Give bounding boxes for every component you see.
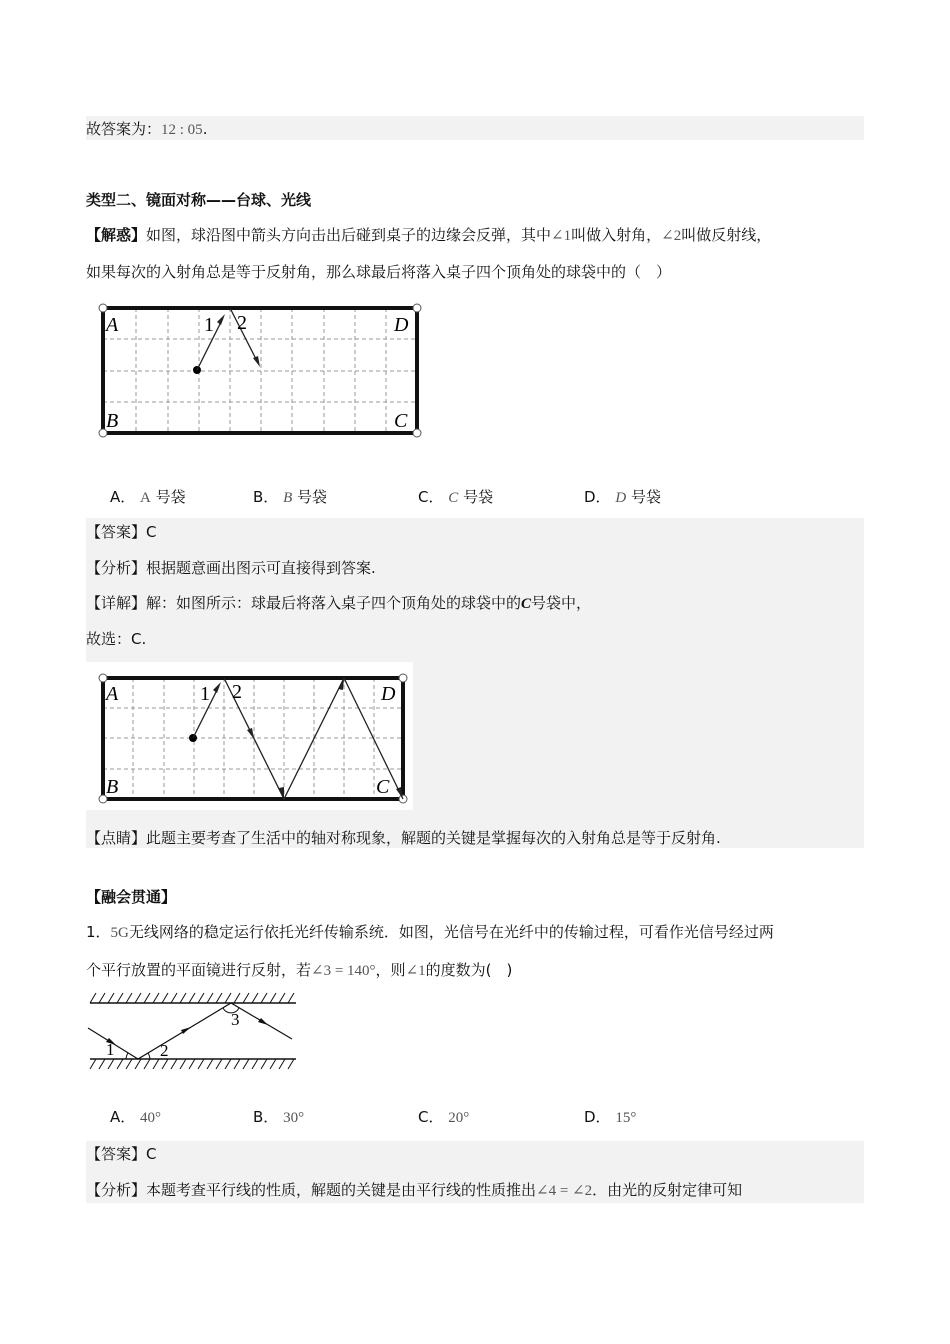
angle2-label-1: 1	[200, 683, 210, 705]
puzzle-text-a: 如图，球沿图中箭头方向击出后碰到桌子的边缘会反弹，其中	[146, 226, 552, 244]
corner-label-c: C	[394, 410, 408, 432]
section-title: 类型二、镜面对称——台球、光线	[86, 191, 312, 209]
reflect-arrowhead	[253, 356, 260, 367]
angle-label-1: 1	[204, 314, 214, 336]
path-arrow-2	[247, 728, 254, 739]
option-1-c[interactable]: C． C 号袋	[418, 488, 494, 506]
puzzle-text-b: 叫做入射角，	[571, 226, 662, 244]
option-2-a[interactable]: A． 40°	[110, 1108, 162, 1126]
light-ray	[88, 1003, 292, 1059]
puzzle-text-c: 叫做反射线，	[681, 226, 772, 244]
grid-lines	[103, 308, 417, 433]
corner-label-a: A	[106, 314, 119, 336]
puzzle-tag: 【解惑】	[86, 226, 147, 244]
option-1-a[interactable]: A． A 号袋	[110, 488, 186, 506]
corner2-label-c: C	[376, 776, 390, 798]
top-mirror-hatch	[90, 993, 294, 1003]
analysis-2-line	[86, 1178, 742, 1203]
option-1-d[interactable]: D． D 号袋	[584, 488, 661, 506]
prev-answer-value: 12 : 05	[161, 122, 203, 138]
bottom-mirror-hatch	[90, 1059, 294, 1069]
practice-q-text-1: 无线网络的稳定运行依托光纤传输系统．如图，光信号在光纤中的传输过程，可看作光信号经过两	[128, 923, 774, 941]
angle-label-2: 2	[237, 312, 247, 334]
analysis-1-text: 根据题意画出图示可直接得到答案.	[146, 559, 376, 577]
detail-1-var: C	[521, 596, 532, 612]
billiard-figure-1	[96, 301, 426, 441]
puzzle-line-1	[86, 223, 771, 248]
answer-2-value: C	[146, 1145, 157, 1163]
prev-answer-suffix: .	[202, 120, 208, 138]
detail-1-text-a: 解：如图所示：球最后将落入桌子四个顶角处的球袋中的	[146, 594, 522, 612]
practice-q-math: 5G	[110, 925, 129, 941]
answer-2-tag: 【答案】	[86, 1145, 147, 1163]
comment-1-text: 此题主要考查了生活中的轴对称现象，解题的关键是掌握每次的入射角总是等于反射角.	[146, 829, 721, 847]
answer-2-line	[86, 1142, 157, 1166]
path-arrow-1	[213, 682, 221, 693]
fiber-label-3: 3	[231, 1010, 240, 1029]
incident-arrowhead	[217, 314, 225, 325]
ray-arrow-2	[181, 1027, 191, 1034]
comment-1-line	[86, 826, 721, 850]
fiber-label-1: 1	[106, 1040, 115, 1059]
puzzle-angle-1: ∠1	[551, 228, 572, 244]
practice-q-cond: ∠3 = 140°	[311, 963, 376, 979]
option-2-d[interactable]: D． 15°	[584, 1108, 637, 1126]
corner-label-b: B	[106, 410, 119, 432]
option-1-b[interactable]: B． B 号袋	[253, 488, 328, 506]
analysis-1-tag: 【分析】	[86, 559, 147, 577]
analysis-1-line	[86, 556, 376, 580]
ray-arrow-3	[258, 1018, 268, 1025]
grid-lines-2	[103, 678, 403, 799]
comment-1-tag: 【点睛】	[86, 829, 147, 847]
analysis-2-tag: 【分析】	[86, 1181, 147, 1199]
answer-1-tag: 【答案】	[86, 523, 147, 541]
practice-title: 【融会贯通】	[86, 888, 177, 906]
answer-1-value: C	[146, 523, 157, 541]
angle2-label-2: 2	[232, 681, 242, 703]
corner-label-d: D	[394, 314, 409, 336]
puzzle-angle-2: ∠2	[661, 228, 682, 244]
choice-1-line: 故选：C.	[86, 630, 147, 648]
analysis-2-math: ∠4 = ∠2	[536, 1183, 593, 1199]
puzzle-line-2: 如果每次的入射角总是等于反射角，那么球最后将落入桌子四个顶角处的球袋中的（ ）	[86, 263, 672, 281]
practice-q-num: 1．	[86, 923, 111, 941]
option-2-c[interactable]: C． 20°	[418, 1108, 470, 1126]
detail-1-line	[86, 591, 591, 616]
angle-arc-1	[126, 1053, 128, 1059]
billiard-figure-2	[96, 671, 411, 806]
angle-arc-2	[148, 1053, 150, 1059]
corner2-label-a: A	[106, 683, 119, 705]
fiber-figure	[86, 988, 301, 1070]
prev-answer-line	[86, 117, 207, 142]
corner2-label-b: B	[106, 776, 119, 798]
practice-q-text-2c: 的度数为( )	[425, 961, 513, 979]
detail-1-tag: 【详解】	[86, 594, 147, 612]
option-2-b[interactable]: B． 30°	[253, 1108, 305, 1126]
fiber-label-2: 2	[160, 1041, 169, 1060]
corner2-label-d: D	[381, 683, 396, 705]
analysis-2-text-a: 本题考查平行线的性质，解题的关键是由平行线的性质推出	[146, 1181, 537, 1199]
practice-q-text-2b: ，则	[375, 961, 406, 979]
practice-q-text-2a: 个平行放置的平面镜进行反射，若	[86, 961, 312, 979]
practice-q-angle: ∠1	[405, 963, 426, 979]
answer-1-line	[86, 520, 157, 544]
practice-q-line-2	[86, 958, 512, 983]
prev-answer-prefix: 故答案为：	[86, 120, 162, 138]
analysis-2-text-b: ．由光的反射定律可知	[592, 1181, 743, 1199]
detail-1-text-b: 号袋中，	[531, 594, 592, 612]
practice-q-line-1	[86, 920, 774, 945]
